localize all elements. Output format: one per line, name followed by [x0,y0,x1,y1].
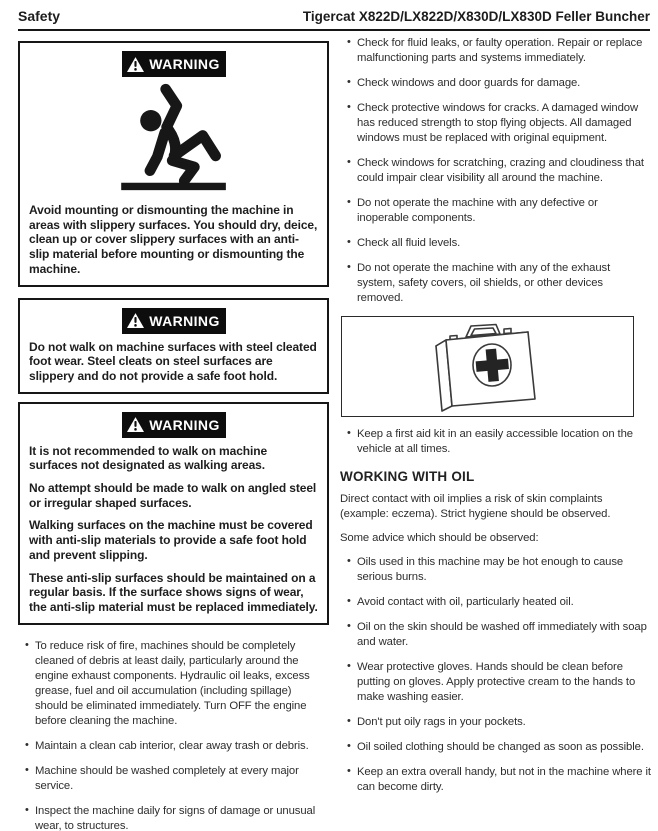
list-item-text: Wear protective gloves. Hands should be clean before putting on gloves. Apply protective cream to the hands to make washing easier. [357,661,636,703]
list-item-text: To reduce risk of fire, machines should be completely cleaned of debris at least daily, particularly around the engine exhaust components. Hydraulic oil leaks, excess grease, fuel and oil accumulation (including spillage) should be eliminated immediately. Turn OFF the engine before cleaning the machine. [35,639,310,727]
warning-paragraph: Walking surfaces on the machine must be covered with anti-slip materials to provide a safe foot hold and prevent slipping. [29,518,313,562]
warning-text: Avoid mounting or dismounting the machine in areas with slippery surfaces. You should dry, deice, clean up or cover slippery surfaces with an anti-slip material before mounting or dismounting the machine. [29,203,318,276]
first-aid-kit-figure [341,316,634,417]
warning-text-paragraphs [29,444,318,615]
warning-banner-label: WARNING [149,56,220,72]
list-item [340,101,651,146]
list-item-text: Inspect the machine daily for signs of damage or unusual wear, to structures. [35,804,316,831]
warning-paragraph: It is not recommended to walk on machine surfaces not designated as walking areas. [29,443,268,473]
list-item-text: Keep a first aid kit in an easily accessible location on the vehicle at all times. [357,428,633,455]
header-section-title: Safety [18,8,61,24]
warning-box-walking-areas [18,402,329,625]
warning-banner [122,412,226,438]
list-item [340,196,651,226]
first-aid-kit-illustration [388,321,588,413]
list-item-text: Oils used in this machine may be hot enough to cause serious burns. [357,556,624,583]
warning-paragraph: No attempt should be made to walk on angled steel or irregular shaped surfaces. [29,481,317,510]
list-item [340,660,651,705]
warning-banner [122,51,226,77]
list-item [340,156,651,186]
list-item [340,236,651,251]
list-item-text: Oil soiled clothing should be changed as soon as possible. [357,741,644,753]
list-item-text: Check all fluid levels. [357,237,461,249]
list-item [18,804,327,831]
list-item-text: Machine should be washed completely at every major service. [35,764,299,792]
list-item-text: Check windows for scratching, crazing and cloudiness that could impair clear visibility all around the machine. [357,157,644,184]
warning-triangle-icon [127,57,144,72]
list-item-text: Check windows and door guards for damage. [357,77,581,89]
oil-advice-list [340,555,651,795]
list-item [340,715,651,730]
warning-box-slippery-surfaces [18,41,329,287]
list-item-text: Do not operate the machine with any of the exhaust system, safety covers, oil shields, or other devices removed. [357,262,611,304]
list-item-text: Check protective windows for cracks. A damaged window has reduced strength to stop flying objects. All damaged windows must be replaced with original equipment. [357,102,639,144]
warning-banner-label: WARNING [149,312,220,329]
slip-fall-pictogram [29,79,318,197]
list-item-text: Check for fluid leaks, or faulty operation. Repair or replace malfunctioning parts and systems immediately. [357,37,643,64]
list-item [340,620,651,650]
warning-text: Do not walk on machine surfaces with steel cleated foot wear. Steel cleats on steel surfaces are slippery and do not provide a safe foot hold. [29,339,317,383]
warning-paragraph: These anti-slip surfaces should be maintained on a regular basis. If the surface shows signs of wear, the anti-slip material must be replaced immediately. [29,570,318,614]
page-header [18,8,650,31]
list-item [340,595,651,610]
list-item-text: Do not operate the machine with any defective or inoperable components. [357,197,598,224]
warning-triangle-icon [127,313,144,328]
oil-advice-lead: Some advice which should be observed: [340,532,539,544]
list-item-text: Maintain a clean cab interior, clear away trash or debris. [35,739,309,752]
right-column [340,36,651,831]
list-item [18,739,327,754]
list-item [340,740,651,755]
header-document-title: Tigercat X822D/LX822D/X830D/LX830D Feller Buncher [302,9,650,24]
warning-box-steel-cleats [18,298,329,394]
list-item-text: Avoid contact with oil, particularly heated oil. [357,596,574,608]
left-safety-list [18,639,329,831]
list-item [340,427,651,457]
list-item [340,36,651,66]
list-item [18,764,327,794]
left-column [18,41,329,831]
warning-banner [122,308,226,334]
list-item [340,261,651,306]
list-item [340,76,651,91]
list-item [340,765,651,795]
right-check-list [340,36,651,306]
content-columns [0,31,658,831]
warning-banner-label: WARNING [149,416,220,433]
first-aid-list [340,427,651,457]
list-item [340,555,651,585]
list-item-text: Oil on the skin should be washed off immediately with soap and water. [357,621,647,648]
warning-triangle-icon [127,417,144,432]
section-heading-working-with-oil: WORKING WITH OIL [340,469,475,484]
list-item-text: Don't put oily rags in your pockets. [357,716,526,728]
list-item-text: Keep an extra overall handy, but not in the machine where it can become dirty. [357,766,651,793]
list-item [18,639,327,729]
oil-intro-paragraph: Direct contact with oil implies a risk of skin complaints (example: eczema). Strict hygiene should be observed. [340,493,611,520]
